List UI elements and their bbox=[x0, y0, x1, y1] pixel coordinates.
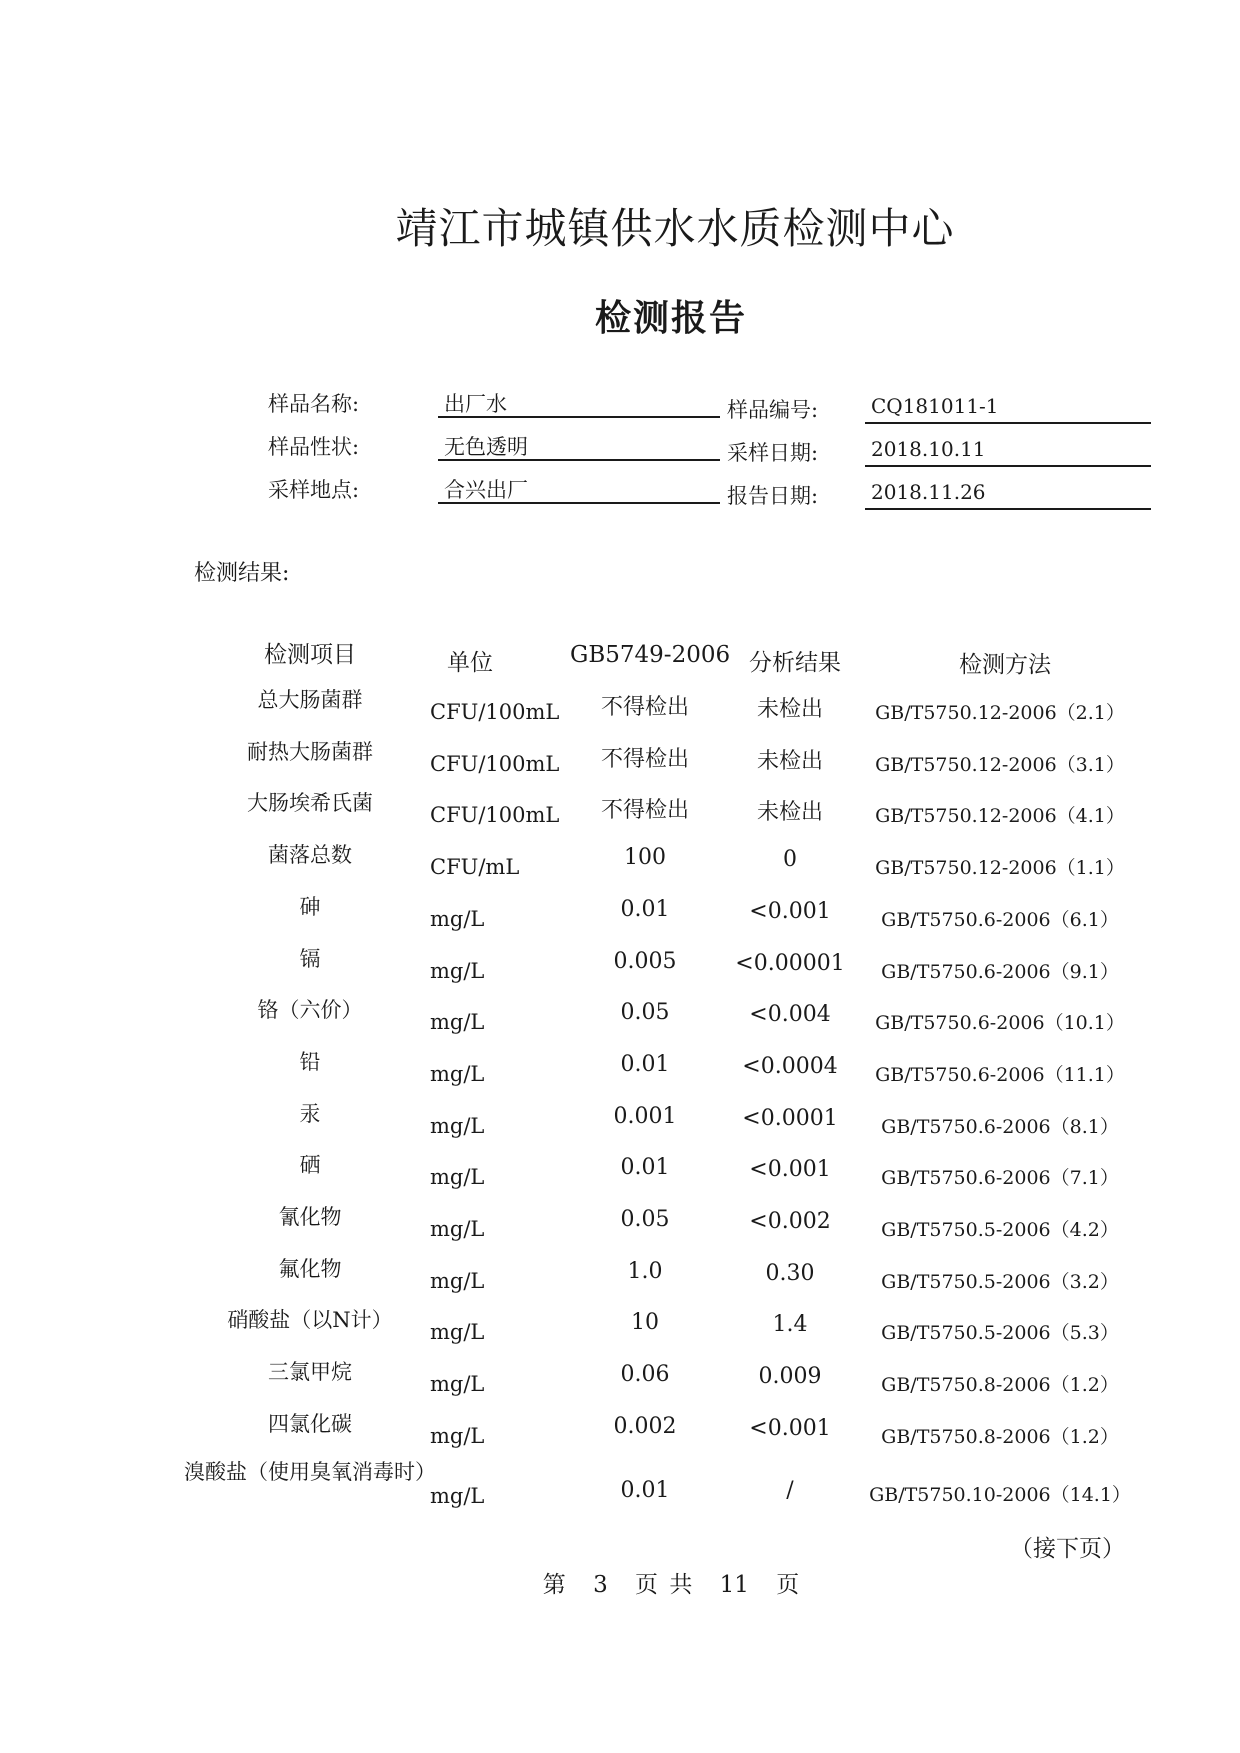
page-current: 3 bbox=[593, 1572, 608, 1598]
table-row bbox=[0, 1201, 1240, 1253]
table-row bbox=[0, 736, 1240, 788]
cell-method: GB/T5750.12-2006（4.1） bbox=[875, 805, 1125, 828]
cell-item: 氟化物 bbox=[278, 1256, 342, 1281]
cell-standard: 不得检出 bbox=[600, 798, 689, 824]
page-prefix: 第 bbox=[542, 1572, 566, 1598]
cell-result: 1.4 bbox=[772, 1312, 808, 1338]
cell-item: 三氯甲烷 bbox=[268, 1360, 352, 1385]
cell-result: 0 bbox=[783, 847, 797, 873]
cell-item: 氰化物 bbox=[278, 1205, 342, 1229]
table-row bbox=[0, 684, 1240, 736]
header-standard: GB5749-2006 bbox=[570, 642, 731, 668]
sampling-location-value: 合兴出厂 bbox=[438, 474, 720, 504]
cell-unit: mg/L bbox=[430, 1320, 485, 1345]
cell-standard: 100 bbox=[624, 845, 666, 871]
cell-unit: mg/L bbox=[430, 1268, 485, 1293]
header-item: 检测项目 bbox=[264, 642, 356, 668]
cell-result: <0.001 bbox=[749, 898, 831, 924]
cell-standard: 0.01 bbox=[620, 1155, 670, 1181]
organization-name: 靖江市城镇供水水质检测中心 bbox=[395, 204, 955, 253]
cell-item: 镉 bbox=[299, 946, 321, 971]
page-suffix: 页 bbox=[776, 1572, 800, 1598]
cell-item: 四氯化碳 bbox=[268, 1411, 352, 1436]
cell-result: 未检出 bbox=[756, 748, 823, 774]
table-row bbox=[0, 839, 1240, 891]
cell-method: GB/T5750.8-2006（1.2） bbox=[881, 1425, 1119, 1448]
sample-number-value: CQ181011-1 bbox=[865, 394, 1151, 424]
cell-result: 未检出 bbox=[756, 800, 823, 826]
cell-method: GB/T5750.5-2006（3.2） bbox=[881, 1270, 1119, 1293]
table-row bbox=[0, 1408, 1240, 1460]
cell-method: GB/T5750.6-2006（11.1） bbox=[875, 1063, 1125, 1086]
cell-result: 0.30 bbox=[765, 1260, 815, 1286]
cell-standard: 0.001 bbox=[613, 1103, 677, 1129]
cell-method: GB/T5750.6-2006（8.1） bbox=[881, 1115, 1119, 1138]
cell-unit: mg/L bbox=[430, 1372, 485, 1397]
cell-unit: CFU/100mL bbox=[430, 751, 560, 776]
cell-standard: 0.01 bbox=[620, 1477, 670, 1503]
cell-unit: CFU/mL bbox=[430, 855, 520, 880]
cell-method: GB/T5750.12-2006（1.1） bbox=[875, 857, 1125, 880]
cell-method: GB/T5750.6-2006（9.1） bbox=[881, 960, 1119, 983]
cell-method: GB/T5750.6-2006（6.1） bbox=[881, 908, 1119, 931]
table-row bbox=[0, 1149, 1240, 1201]
continue-note: （接下页） bbox=[1010, 1536, 1125, 1562]
cell-unit: mg/L bbox=[430, 1113, 485, 1138]
cell-standard: 0.05 bbox=[620, 1000, 670, 1026]
cell-result: 未检出 bbox=[756, 697, 823, 722]
cell-method: GB/T5750.12-2006（2.1） bbox=[875, 702, 1125, 724]
sample-character-label: 样品性状: bbox=[268, 435, 360, 459]
cell-standard: 0.01 bbox=[620, 1051, 670, 1077]
cell-standard: 0.002 bbox=[613, 1413, 677, 1439]
cell-unit: mg/L bbox=[430, 1483, 485, 1508]
cell-unit: mg/L bbox=[430, 1423, 485, 1448]
cell-unit: mg/L bbox=[430, 1010, 485, 1035]
cell-item: 耐热大肠菌群 bbox=[247, 739, 373, 764]
table-row bbox=[0, 891, 1240, 943]
cell-item: 总大肠菌群 bbox=[257, 688, 363, 712]
sample-character-value: 无色透明 bbox=[438, 431, 720, 461]
cell-item: 铬（六价） bbox=[257, 998, 363, 1023]
cell-standard: 0.01 bbox=[620, 896, 670, 922]
cell-standard: 0.005 bbox=[613, 948, 677, 974]
cell-item: 大肠埃希氏菌 bbox=[247, 791, 373, 816]
sample-name-label: 样品名称: bbox=[268, 392, 360, 416]
table-row bbox=[0, 1356, 1240, 1408]
cell-item: 砷 bbox=[299, 894, 321, 919]
table-row bbox=[0, 943, 1240, 995]
cell-unit: CFU/100mL bbox=[430, 803, 560, 828]
header-method: 检测方法 bbox=[959, 652, 1051, 678]
header-result: 分析结果 bbox=[749, 650, 841, 676]
table-row bbox=[0, 1253, 1240, 1305]
table-row bbox=[0, 1304, 1240, 1356]
cell-method: GB/T5750.6-2006（10.1） bbox=[875, 1012, 1125, 1035]
cell-unit: mg/L bbox=[430, 1061, 485, 1086]
results-heading: 检测结果: bbox=[194, 561, 290, 586]
cell-standard: 10 bbox=[631, 1310, 659, 1336]
cell-method: GB/T5750.5-2006（5.3） bbox=[881, 1322, 1119, 1345]
header-unit: 单位 bbox=[447, 650, 493, 676]
cell-result: <0.001 bbox=[749, 1157, 831, 1183]
page-number bbox=[0, 1566, 1240, 1599]
cell-result: <0.002 bbox=[749, 1209, 831, 1234]
cell-result: 0.009 bbox=[758, 1364, 822, 1390]
table-row bbox=[0, 1046, 1240, 1098]
cell-unit: mg/L bbox=[430, 906, 485, 931]
cell-method: GB/T5750.10-2006（14.1） bbox=[869, 1483, 1131, 1506]
sampling-location-label: 采样地点: bbox=[268, 478, 360, 502]
report-title: 检测报告 bbox=[594, 297, 747, 339]
cell-item: 硒 bbox=[299, 1153, 321, 1178]
cell-standard: 0.05 bbox=[620, 1207, 670, 1232]
sample-number-label: 样品编号: bbox=[727, 398, 819, 422]
cell-item: 溴酸盐（使用臭氧消毒时） bbox=[184, 1459, 436, 1484]
cell-result: <0.0001 bbox=[742, 1105, 838, 1131]
cell-result: / bbox=[786, 1477, 794, 1503]
cell-unit: mg/L bbox=[430, 1217, 485, 1241]
table-row bbox=[0, 1098, 1240, 1150]
sample-name-value: 出厂水 bbox=[438, 388, 720, 418]
report-date-value: 2018.11.26 bbox=[865, 480, 1151, 510]
cell-item: 汞 bbox=[299, 1101, 321, 1126]
sampling-date-value: 2018.10.11 bbox=[865, 437, 1151, 467]
report-date-label: 报告日期: bbox=[727, 484, 819, 508]
page-total: 11 bbox=[719, 1572, 749, 1598]
cell-method: GB/T5750.8-2006（1.2） bbox=[881, 1374, 1119, 1397]
cell-result: <0.004 bbox=[749, 1002, 831, 1028]
cell-standard: 不得检出 bbox=[600, 746, 689, 772]
cell-standard: 不得检出 bbox=[600, 695, 689, 720]
cell-standard: 1.0 bbox=[627, 1258, 663, 1284]
cell-item: 菌落总数 bbox=[268, 843, 352, 868]
cell-unit: CFU/100mL bbox=[430, 700, 560, 724]
cell-method: GB/T5750.12-2006（3.1） bbox=[875, 753, 1125, 776]
cell-unit: mg/L bbox=[430, 958, 485, 983]
cell-item: 硝酸盐（以N计） bbox=[227, 1308, 393, 1333]
table-row bbox=[0, 994, 1240, 1046]
cell-item: 铅 bbox=[299, 1049, 321, 1074]
cell-method: GB/T5750.5-2006（4.2） bbox=[881, 1219, 1119, 1241]
cell-result: <0.00001 bbox=[735, 950, 845, 976]
page-middle: 页 共 bbox=[635, 1572, 693, 1598]
cell-unit: mg/L bbox=[430, 1165, 485, 1190]
sampling-date-label: 采样日期: bbox=[727, 441, 819, 465]
cell-result: <0.001 bbox=[749, 1415, 831, 1441]
table-row bbox=[0, 1460, 1240, 1512]
cell-method: GB/T5750.6-2006（7.1） bbox=[881, 1167, 1119, 1190]
cell-result: <0.0004 bbox=[742, 1053, 838, 1079]
cell-standard: 0.06 bbox=[620, 1362, 670, 1388]
table-row bbox=[0, 787, 1240, 839]
